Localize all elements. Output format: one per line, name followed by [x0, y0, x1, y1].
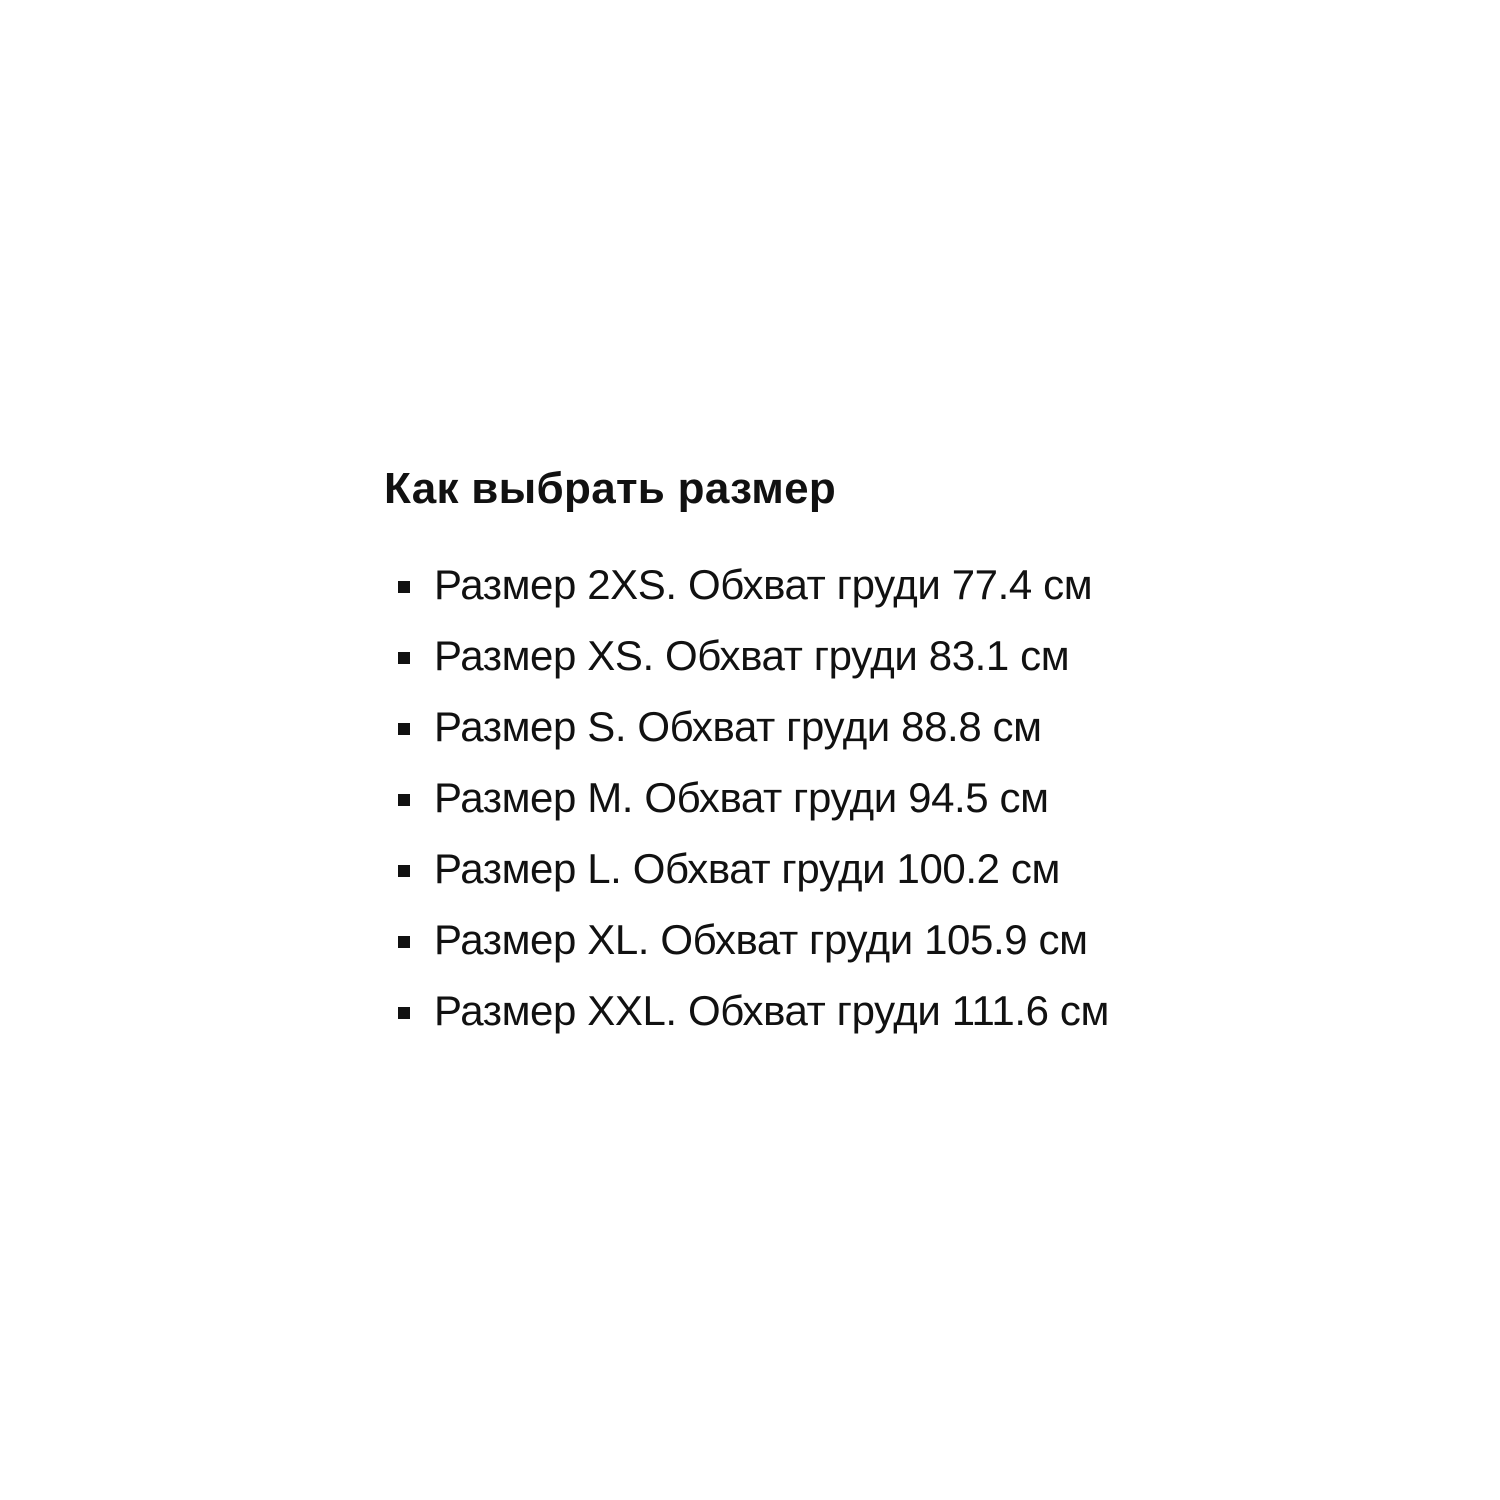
square-bullet-icon: [398, 723, 410, 735]
size-item-text: Размер S. Обхват груди 88.8 см: [434, 703, 1042, 750]
size-item-text: Размер M. Обхват груди 94.5 см: [434, 774, 1049, 821]
size-item-text: Размер XL. Обхват груди 105.9 см: [434, 916, 1088, 963]
size-item-text: Размер L. Обхват груди 100.2 см: [434, 845, 1060, 892]
square-bullet-icon: [398, 936, 410, 948]
size-item-text: Размер XXL. Обхват груди 111.6 см: [434, 987, 1109, 1034]
size-guide-heading: Как выбрать размер: [384, 464, 837, 513]
square-bullet-icon: [398, 652, 410, 664]
square-bullet-icon: [398, 1007, 410, 1019]
square-bullet-icon: [398, 794, 410, 806]
size-item-text: Размер XS. Обхват груди 83.1 см: [434, 632, 1070, 679]
square-bullet-icon: [398, 865, 410, 877]
size-item-text: Размер 2XS. Обхват груди 77.4 см: [434, 561, 1093, 608]
size-guide: [384, 462, 1284, 1034]
square-bullet-icon: [398, 581, 410, 593]
